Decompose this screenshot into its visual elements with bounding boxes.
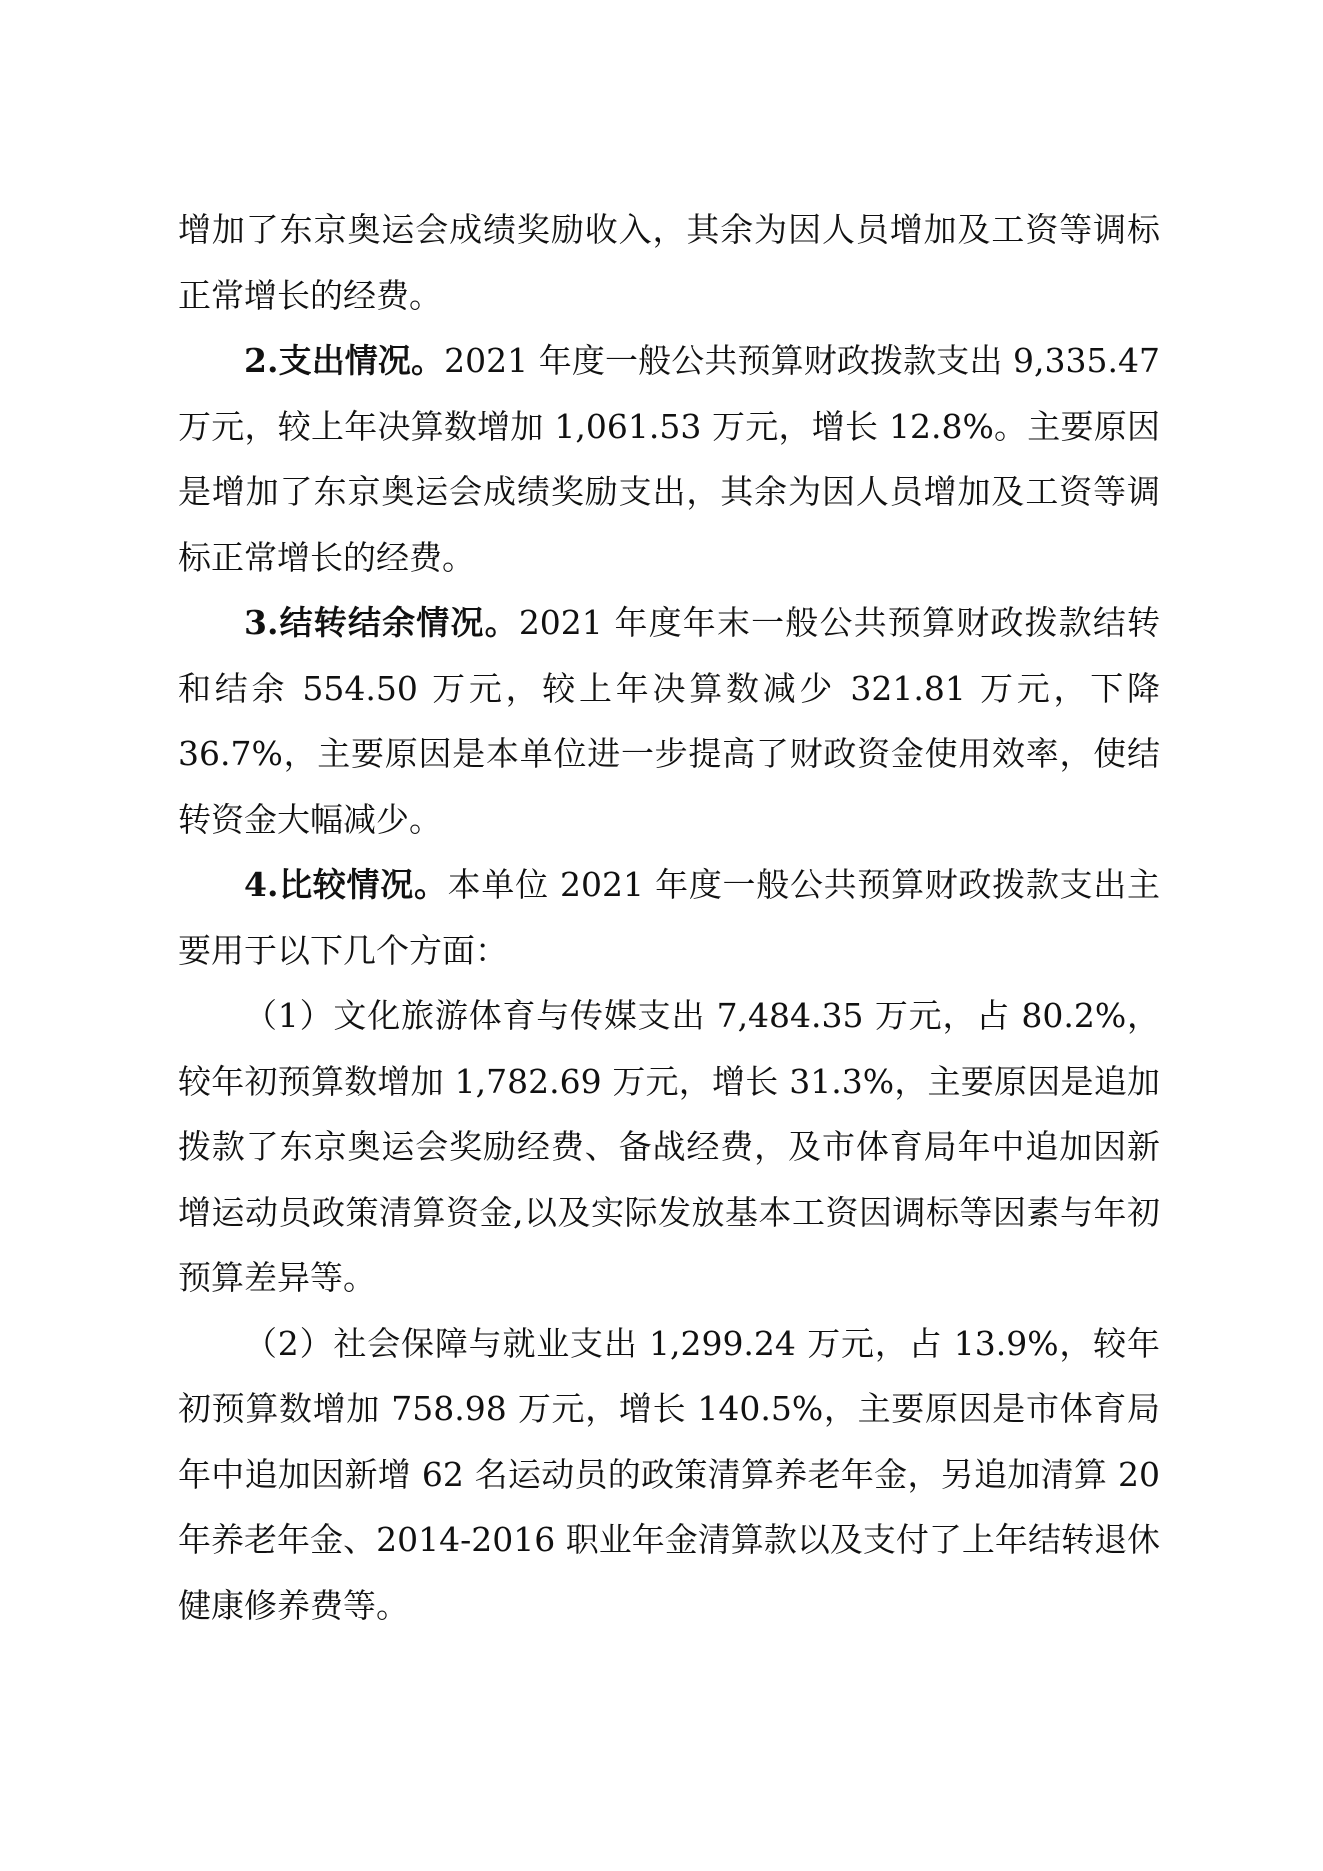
paragraph-income-continuation <box>178 197 1160 328</box>
paragraph-text: 2021 年度一般公共预算财政拨款支出 9,335.47 万元，较上年决算数增加 1,061.53 万元，增长 12.8%。主要原因是增加了东京奥运会成绩奖励支出，其余为因人员增加及工资等调标正常增长的经费。 <box>178 341 1160 577</box>
document-body <box>178 197 1160 1638</box>
paragraph-carryover <box>178 590 1160 852</box>
paragraph-expenditure <box>178 328 1160 590</box>
section-heading-expenditure: 2.支出情况。 <box>244 341 445 380</box>
paragraph-text: 增加了东京奥运会成绩奖励收入，其余为因人员增加及工资等调标正常增长的经费。 <box>178 210 1160 315</box>
paragraph-text: （2）社会保障与就业支出 1,299.24 万元，占 13.9%，较年初预算数增加 758.98 万元，增长 140.5%，主要原因是市体育局年中追加因新增 62 名运动员的政策清算养老年金，另追加清算 20 年养老年金、2014-2016 职业年金清算款以及支付了上年结转退休健康修养费等。 <box>178 1323 1160 1625</box>
paragraph-text: （1）文化旅游体育与传媒支出 7,484.35 万元，占 80.2%，较年初预算数增加 1,782.69 万元，增长 31.3%，主要原因是追加拨款了东京奥运会奖励经费、备战经费，及市体育局年中追加因新增运动员政策清算资金,以及实际发放基本工资因调标等因素与年初预算差异等。 <box>178 996 1160 1297</box>
section-heading-comparison: 4.比较情况。 <box>244 865 448 904</box>
paragraph-comparison <box>178 852 1160 983</box>
section-heading-carryover: 3.结转结余情况。 <box>244 603 519 642</box>
paragraph-item-1 <box>178 983 1160 1311</box>
paragraph-text: 本单位 2021 年度一般公共预算财政拨款支出主要用于以下几个方面： <box>178 865 1160 970</box>
paragraph-item-2 <box>178 1311 1160 1639</box>
paragraph-text: 2021 年度年末一般公共预算财政拨款结转和结余 554.50 万元，较上年决算数减少 321.81 万元，下降 36.7%，主要原因是本单位进一步提高了财政资金使用效率，使结转资金大幅减少。 <box>178 603 1160 839</box>
